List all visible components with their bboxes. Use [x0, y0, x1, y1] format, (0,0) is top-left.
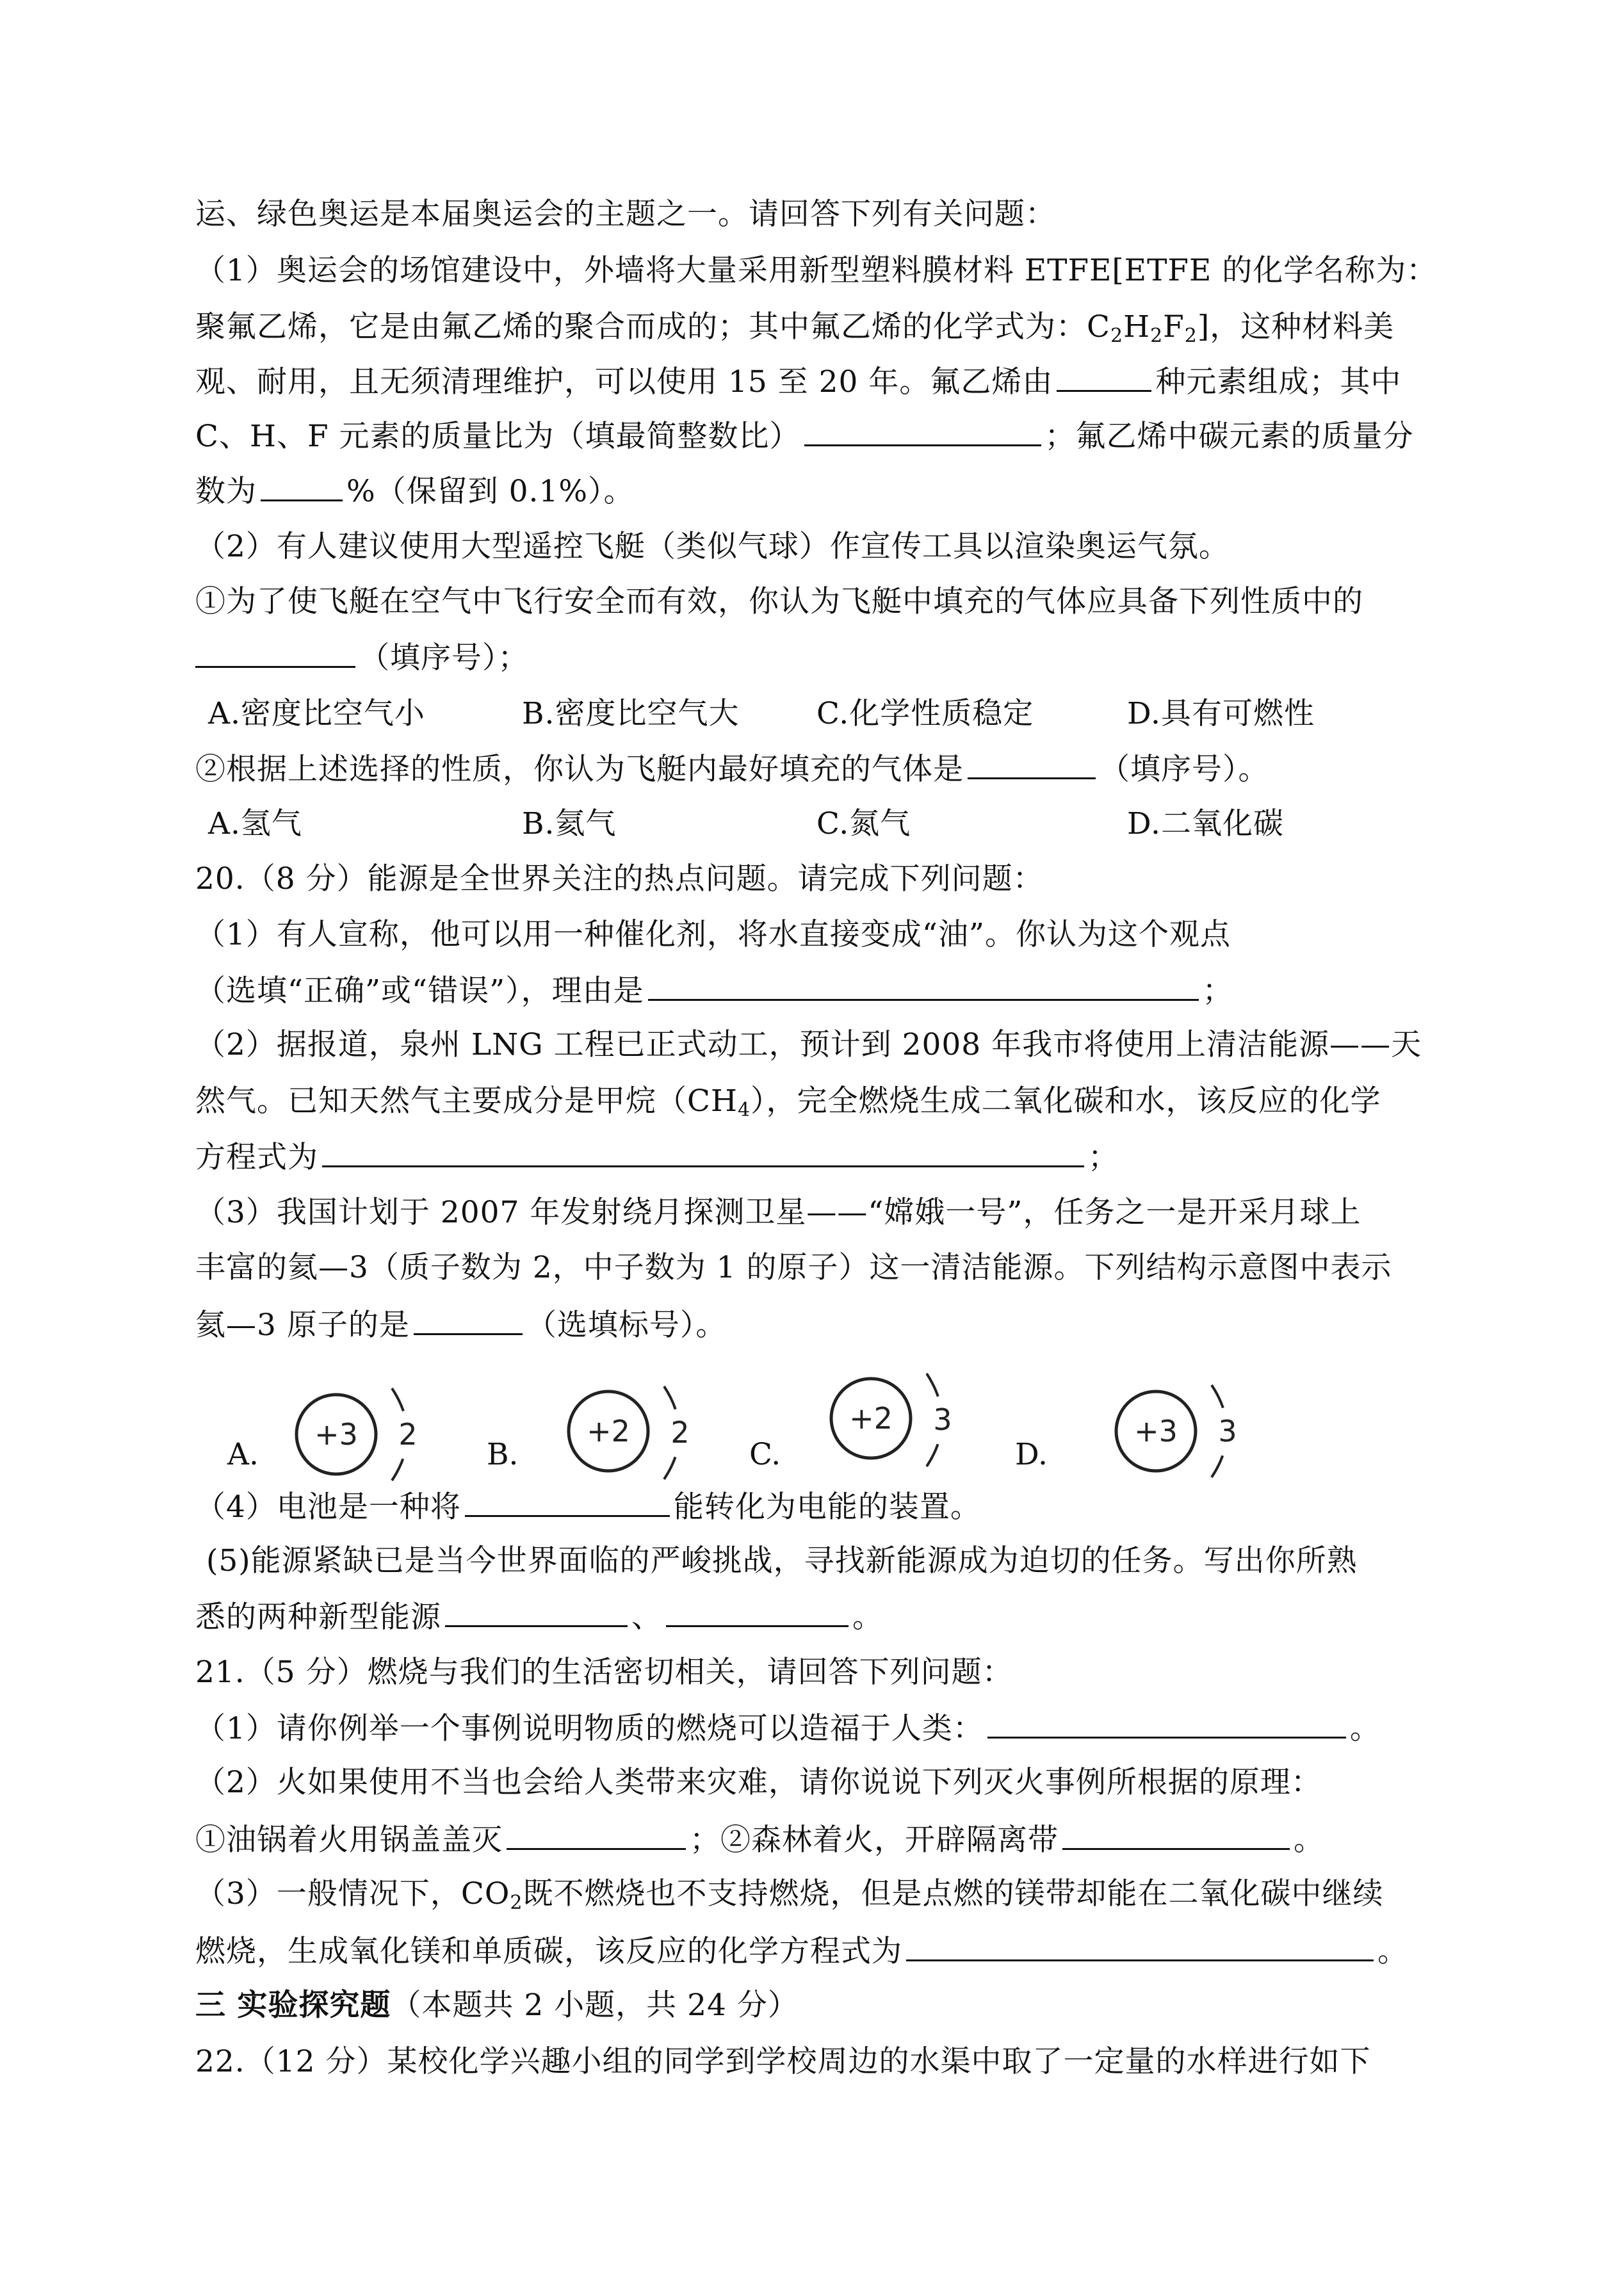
line-text: 20.（8 分）能源是全世界关注的热点问题。请完成下列问题： [195, 861, 1044, 896]
shell-electrons: 2 [670, 1415, 690, 1450]
text-line [195, 1931, 1408, 1971]
text-line [195, 916, 1231, 954]
shell-electrons: 2 [398, 1417, 418, 1452]
line-text: ①油锅着火用锅盖盖灭 [195, 1822, 503, 1858]
line-text: （2）火如果使用不当也会给人类带来灾难，请你说说下列灭火事例所根据的原理： [195, 1765, 1322, 1800]
answer-blank[interactable] [666, 1597, 849, 1627]
formula-f: F [1163, 309, 1185, 345]
text-line [195, 308, 1394, 346]
text-line [195, 416, 1414, 456]
atom-diagram-row [0, 1383, 1624, 1486]
line-text: 既不燃烧也不支持燃烧，但是点燃的镁带却能在二氧化碳中继续 [523, 1876, 1384, 1911]
line-text: 氦—3 原子的是 [195, 1308, 410, 1343]
line-text: （选填“正确”或“错误”），理由是 [195, 973, 644, 1009]
line-text: ； [1202, 973, 1233, 1009]
line-text: 种元素组成；其中 [1155, 364, 1402, 400]
option-a[interactable]: A.氢气 [208, 806, 302, 841]
option-c[interactable]: C.氮气 [816, 806, 911, 841]
line-text: （填序号）； [359, 640, 529, 676]
nucleus-charge: +3 [1134, 1414, 1178, 1448]
line-text: 聚氟乙烯，它是由氟乙烯的聚合而成的；其中氟乙烯的化学式为：C [195, 309, 1110, 345]
text-line [195, 971, 1233, 1010]
answer-blank[interactable] [322, 1137, 1084, 1167]
text-line: 然气。已知天然气主要成分是甲烷$(CH_4)$，完全燃烧生成二氧化碳和水，该反应的化学 [195, 1083, 1381, 1121]
subscript: 2 [1110, 325, 1124, 347]
line-text: ；氟乙烯中碳元素的质量分 [1044, 419, 1414, 454]
line-text: （1）奥运会的场馆建设中，外墙将大量采用新型塑料膜材料 ETFE[ETFE 的化学名称为： [195, 253, 1438, 288]
subscript: 2 [1150, 325, 1164, 347]
atom-diagram-a [282, 1383, 442, 1486]
line-text: 、 [631, 1600, 662, 1635]
line-text: 。 [1377, 1934, 1408, 1969]
line-text: 。 [1349, 1711, 1381, 1746]
question-heading [195, 860, 1044, 898]
text-line [195, 528, 1230, 566]
line-text: （填序号）。 [1100, 752, 1269, 787]
answer-blank[interactable] [261, 471, 343, 501]
line-text: 然气。已知天然气主要成分是甲烷（CH [195, 1083, 738, 1119]
shell-electrons: 3 [1218, 1414, 1237, 1448]
line-text: ①为了使飞艇在空气中飞行安全而有效，你认为飞艇中填充的气体应具备下列性质中的 [195, 584, 1363, 619]
answer-blank[interactable] [1062, 1820, 1290, 1850]
answer-blank[interactable] [507, 1820, 686, 1850]
formula-h: H [1123, 309, 1151, 345]
text-line [195, 471, 635, 511]
line-text: ]，这种材料美 [1197, 309, 1395, 345]
line-text: 燃烧，生成氧化镁和单质碳，该反应的化学方程式为 [195, 1934, 902, 1969]
line-text: 丰富的氦—3（质子数为 2，中子数为 1 的原子）这一清洁能源。下列结构示意图中表示 [195, 1250, 1392, 1285]
option-b[interactable]: B.氦气 [522, 806, 617, 841]
line-text: C、H、F 元素的质量比为（填最简整数比） [195, 419, 800, 454]
line-text: （2）有人建议使用大型遥控飞艇（类似气球）作宣传工具以渲染奥运气氛。 [195, 529, 1230, 564]
option-d[interactable]: D.二氧化碳 [1127, 806, 1284, 841]
line-text: 22.（12 分）某校化学兴趣小组的同学到学校周边的水渠中取了一定量的水样进行如下 [195, 2044, 1371, 2079]
answer-blank[interactable] [445, 1597, 628, 1627]
text-line [195, 1026, 1422, 1064]
text-line [195, 638, 529, 677]
answer-blank[interactable] [465, 1487, 670, 1517]
line-text: 。 [1294, 1822, 1324, 1858]
line-text: （选填标号）。 [526, 1308, 727, 1343]
text-line [195, 252, 1437, 290]
atom-label-c[interactable]: C. [749, 1437, 781, 1472]
text-line [195, 1764, 1322, 1802]
answer-blank[interactable] [906, 1931, 1374, 1961]
text-line [195, 1249, 1392, 1287]
atom-label-b[interactable]: B. [487, 1437, 519, 1472]
line-text: （3）一般情况下，CO [195, 1876, 510, 1911]
line-text: ；②森林着火，开辟隔离带 [690, 1822, 1059, 1858]
line-text: 方程式为 [195, 1140, 318, 1175]
text-line [195, 1137, 1119, 1177]
line-text: 21.（5 分）燃烧与我们的生活密切相关，请回答下列问题： [195, 1655, 1013, 1690]
line-text: （3）我国计划于 2007 年发射绕月探测卫星——“嫦娥一号”，任务之一是开采月球上 [195, 1195, 1361, 1230]
line-text: ②根据上述选择的性质，你认为飞艇内最好填充的气体是 [195, 752, 964, 787]
section-note: （本题共 2 小题，共 24 分） [391, 1988, 799, 2023]
text-line [195, 1597, 883, 1637]
line-text: (5)能源紧缺已是当今世界面临的严峻挑战，寻找新能源成为迫切的任务。写出你所熟 [206, 1543, 1358, 1578]
atom-label-d[interactable]: D. [1015, 1437, 1048, 1472]
line-text: 观、耐用，且无须清理维护，可以使用 15 至 20 年。氟乙烯由 [195, 364, 1053, 400]
text-line [195, 1487, 981, 1527]
atom-diagram-c [816, 1370, 977, 1473]
line-text: （1）有人宣称，他可以用一种催化剂，将水直接变成“油”。你认为这个观点 [195, 917, 1231, 952]
text-line [195, 1194, 1361, 1232]
line-text: （4）电池是一种将 [195, 1489, 461, 1525]
text-line [195, 1305, 726, 1345]
line-text: 。 [852, 1600, 883, 1635]
answer-blank[interactable] [987, 1708, 1346, 1739]
line-text: 运、绿色奥运是本届奥运会的主题之一。请回答下列有关问题： [195, 197, 1056, 232]
option-c[interactable]: C.化学性质稳定 [816, 696, 1034, 731]
section-heading [195, 1986, 799, 2025]
question-heading [195, 1653, 1013, 1692]
text-line: （3）一般情况下，$CO_2$既不燃烧也不支持燃烧，但是点燃的镁带却能在二氧化碳中继续 [195, 1876, 1384, 1914]
line-text: %（保留到 0.1%）。 [346, 474, 635, 509]
answer-blank[interactable] [804, 416, 1041, 446]
nucleus-charge: +2 [587, 1414, 630, 1448]
text-line [195, 583, 1363, 621]
line-text: 能转化为电能的装置。 [673, 1489, 981, 1525]
answer-blank[interactable] [195, 638, 355, 668]
nucleus-charge: +2 [849, 1401, 893, 1436]
question-heading [195, 2043, 1371, 2081]
option-a[interactable]: A.密度比空气小 [208, 696, 425, 731]
nucleus-charge: +3 [314, 1417, 358, 1452]
text-line [195, 1708, 1381, 1748]
option-b[interactable]: B.密度比空气大 [522, 696, 740, 731]
text-line [195, 1820, 1324, 1860]
line-text: （1）请你例举一个事例说明物质的燃烧可以造福于人类： [195, 1711, 984, 1746]
text-line [195, 195, 1056, 234]
line-text: ），完全燃烧生成二氧化碳和水，该反应的化学 [751, 1083, 1381, 1119]
text-line [195, 362, 1401, 401]
atom-diagram-d [1101, 1380, 1262, 1482]
line-text: 悉的两种新型能源 [195, 1600, 441, 1635]
atom-diagram-b [554, 1383, 714, 1486]
section-title: 三 实验探究题 [195, 1988, 391, 2023]
answer-blank[interactable] [648, 971, 1199, 1001]
option-d[interactable]: D.具有可燃性 [1127, 696, 1315, 731]
line-text: ； [1088, 1140, 1119, 1175]
line-text: 数为 [195, 474, 257, 509]
shell-electrons: 3 [933, 1402, 952, 1437]
text-line [195, 749, 1269, 789]
atom-label-a[interactable]: A. [227, 1437, 259, 1472]
answer-blank[interactable] [414, 1305, 523, 1335]
answer-blank[interactable] [1057, 362, 1151, 392]
answer-blank[interactable] [968, 749, 1096, 779]
text-line [206, 1542, 1358, 1580]
line-text: （2）据报道，泉州 LNG 工程已正式动工，预计到 2008 年我市将使用上清洁能源——天 [195, 1027, 1422, 1062]
subscript: 2 [1184, 325, 1198, 347]
